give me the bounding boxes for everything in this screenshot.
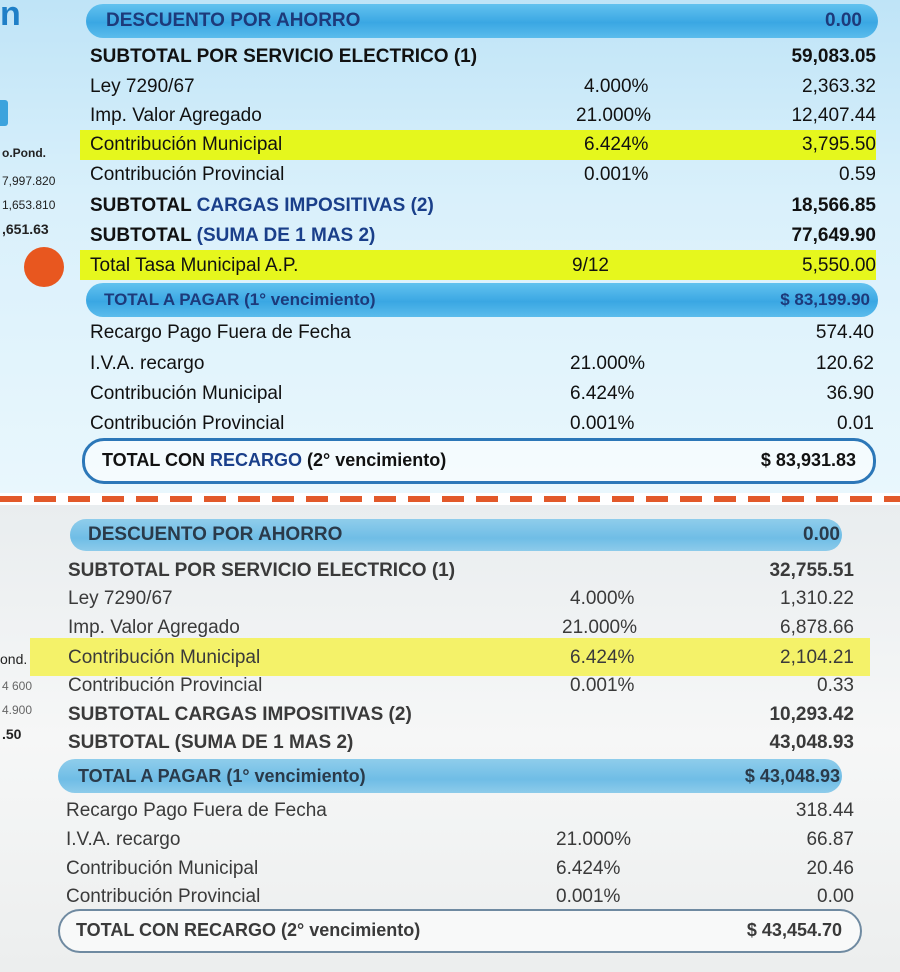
subtotal-servicio-row bbox=[0, 556, 900, 586]
recargo-amount: 574.40 bbox=[815, 322, 874, 343]
recargo-label: Contribución Municipal bbox=[66, 858, 259, 879]
recargo-row bbox=[0, 825, 900, 855]
recargo-amount: 318.44 bbox=[795, 800, 854, 821]
recargo-amount: 120.62 bbox=[815, 353, 874, 374]
total-pagar-amount: $ 83,199.90 bbox=[780, 290, 870, 309]
subtotal-servicio-label: SUBTOTAL POR SERVICIO ELECTRICO (1) bbox=[68, 560, 456, 581]
tax-amount: 12,407.44 bbox=[791, 105, 876, 126]
descuento-amount: 0.00 bbox=[825, 10, 862, 31]
recargo-pct: 0.001% bbox=[556, 886, 621, 907]
tax-row bbox=[0, 101, 900, 131]
tax-pct: 6.424% bbox=[584, 134, 649, 155]
recargo-row bbox=[0, 379, 900, 409]
tax-amount: 1,310.22 bbox=[780, 588, 854, 609]
recargo-amount: 66.87 bbox=[806, 829, 854, 850]
tax-label: Contribución Provincial bbox=[90, 164, 285, 185]
side-value: ond. bbox=[0, 651, 28, 667]
recargo-label: Contribución Municipal bbox=[90, 383, 283, 404]
total-recargo-amount: $ 83,931.83 bbox=[760, 450, 856, 470]
subtotal-servicio-amount: 32,755.51 bbox=[769, 560, 854, 581]
tax-amount: 0.59 bbox=[839, 164, 876, 185]
descuento-amount: 0.00 bbox=[803, 524, 840, 545]
tax-pct: 6.424% bbox=[570, 647, 635, 668]
recargo-label: Contribución Provincial bbox=[66, 886, 261, 907]
descuento-row bbox=[0, 520, 900, 550]
subtotal-cargas-amount: 18,566.85 bbox=[791, 195, 876, 216]
recargo-pct: 6.424% bbox=[570, 383, 635, 404]
subtotal-suma-row bbox=[0, 221, 900, 251]
tasa-label: Total Tasa Municipal A.P. bbox=[90, 255, 299, 276]
recargo-label: I.V.A. recargo bbox=[90, 353, 205, 374]
recargo-amount: 0.00 bbox=[817, 886, 854, 907]
recargo-pct: 21.000% bbox=[570, 353, 646, 374]
recargo-amount: 20.46 bbox=[806, 858, 854, 879]
recargo-pct: 0.001% bbox=[570, 413, 635, 434]
side-value: 1,653.810 bbox=[2, 198, 56, 212]
tax-label: Contribución Municipal bbox=[90, 134, 283, 155]
side-value: 4.900 bbox=[2, 703, 33, 717]
total-recargo-row bbox=[0, 915, 900, 945]
tax-pct: 0.001% bbox=[584, 164, 649, 185]
subtotal-suma-amount: 77,649.90 bbox=[791, 225, 876, 246]
tax-label: Ley 7290/67 bbox=[68, 588, 173, 609]
total-recargo-amount: $ 43,454.70 bbox=[746, 920, 842, 940]
tax-pct: 4.000% bbox=[584, 76, 649, 97]
recargo-row bbox=[0, 796, 900, 826]
tax-amount: 0.33 bbox=[817, 675, 854, 696]
tax-row bbox=[0, 160, 900, 190]
total-pagar-row bbox=[0, 285, 900, 315]
invoice-panel-bottom bbox=[0, 505, 900, 972]
tax-label: Imp. Valor Agregado bbox=[68, 617, 240, 638]
subtotal-suma-label: SUBTOTAL (SUMA DE 1 MAS 2) bbox=[68, 732, 354, 753]
subtotal-servicio-amount: 59,083.05 bbox=[791, 46, 876, 67]
descuento-label: DESCUENTO POR AHORRO bbox=[106, 10, 361, 31]
tasa-pct: 9/12 bbox=[572, 255, 609, 276]
tax-row bbox=[0, 643, 900, 673]
recargo-row bbox=[0, 318, 900, 348]
recargo-label: Recargo Pago Fuera de Fecha bbox=[66, 800, 327, 821]
total-pagar-amount: $ 43,048.93 bbox=[744, 766, 840, 786]
total-recargo-label: TOTAL CON RECARGO (2° vencimiento) bbox=[102, 450, 447, 470]
total-pagar-label: TOTAL A PAGAR (1° vencimiento) bbox=[104, 290, 376, 309]
tasa-row bbox=[0, 251, 900, 281]
tax-pct: 21.000% bbox=[576, 105, 652, 126]
tax-row bbox=[0, 72, 900, 102]
total-recargo-row bbox=[0, 445, 900, 475]
recargo-pct: 21.000% bbox=[556, 829, 632, 850]
recargo-label: Recargo Pago Fuera de Fecha bbox=[90, 322, 351, 343]
subtotal-suma-label: SUBTOTAL (SUMA DE 1 MAS 2) bbox=[90, 225, 376, 246]
tax-label: Imp. Valor Agregado bbox=[90, 105, 262, 126]
tax-row bbox=[0, 584, 900, 614]
tax-label: Contribución Provincial bbox=[68, 675, 263, 696]
side-value: o.Pond. bbox=[2, 146, 46, 160]
subtotal-cargas-amount: 10,293.42 bbox=[769, 704, 854, 725]
tax-label: Contribución Municipal bbox=[68, 647, 261, 668]
side-value: .50 bbox=[2, 726, 22, 742]
tax-pct: 21.000% bbox=[562, 617, 638, 638]
subtotal-suma-amount: 43,048.93 bbox=[769, 732, 854, 753]
descuento-label: DESCUENTO POR AHORRO bbox=[88, 524, 343, 545]
tax-row bbox=[0, 613, 900, 643]
subtotal-cargas-row bbox=[0, 700, 900, 730]
side-value: 4 600 bbox=[2, 679, 33, 693]
recargo-row bbox=[0, 882, 900, 912]
recargo-label: I.V.A. recargo bbox=[66, 829, 181, 850]
side-value: ,651.63 bbox=[2, 221, 49, 237]
tax-amount: 3,795.50 bbox=[802, 134, 876, 155]
tax-label: Ley 7290/67 bbox=[90, 76, 195, 97]
tax-pct: 0.001% bbox=[570, 675, 635, 696]
tax-row bbox=[0, 130, 900, 160]
subtotal-cargas-label: SUBTOTAL CARGAS IMPOSITIVAS (2) bbox=[90, 195, 434, 216]
recargo-row bbox=[0, 349, 900, 379]
recargo-label: Contribución Provincial bbox=[90, 413, 285, 434]
total-pagar-row bbox=[0, 761, 900, 791]
tax-amount: 2,363.32 bbox=[802, 76, 876, 97]
recargo-amount: 0.01 bbox=[837, 413, 874, 434]
recargo-amount: 36.90 bbox=[826, 383, 874, 404]
subtotal-servicio-label: SUBTOTAL POR SERVICIO ELECTRICO (1) bbox=[90, 46, 478, 67]
total-pagar-label: TOTAL A PAGAR (1° vencimiento) bbox=[78, 766, 366, 786]
tax-amount: 6,878.66 bbox=[780, 617, 854, 638]
tax-pct: 4.000% bbox=[570, 588, 635, 609]
subtotal-cargas-label: SUBTOTAL CARGAS IMPOSITIVAS (2) bbox=[68, 704, 412, 725]
side-value: 7,997.820 bbox=[2, 174, 56, 188]
recargo-row bbox=[0, 854, 900, 884]
tasa-amount: 5,550.00 bbox=[802, 255, 876, 276]
subtotal-servicio-row bbox=[0, 42, 900, 72]
recargo-pct: 6.424% bbox=[556, 858, 621, 879]
total-recargo-label: TOTAL CON RECARGO (2° vencimiento) bbox=[76, 920, 421, 940]
subtotal-suma-row bbox=[0, 728, 900, 758]
recargo-row bbox=[0, 409, 900, 439]
logo-fragment: n bbox=[0, 0, 21, 33]
tax-amount: 2,104.21 bbox=[780, 647, 854, 668]
tax-row bbox=[0, 671, 900, 701]
descuento-row bbox=[0, 6, 900, 36]
dashed-divider bbox=[0, 493, 900, 505]
subtotal-cargas-row bbox=[0, 191, 900, 221]
